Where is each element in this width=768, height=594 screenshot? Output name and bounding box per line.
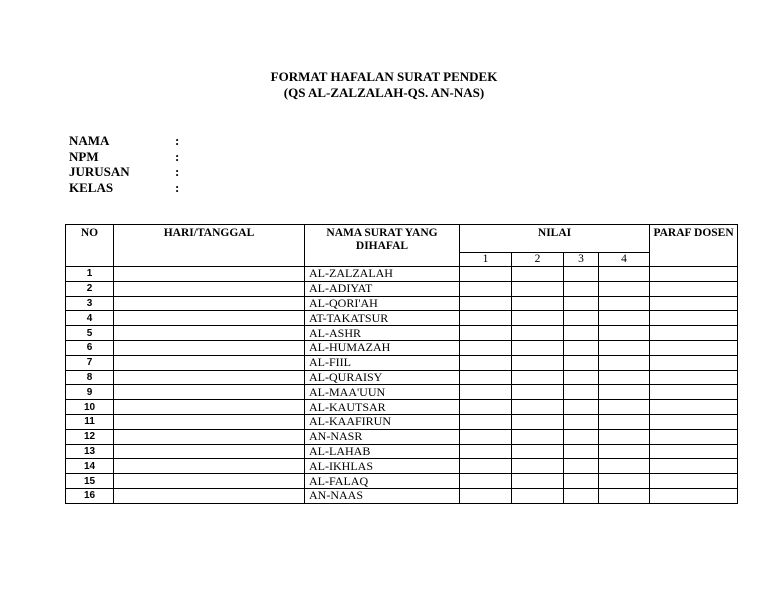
document-subtitle: (QS AL-ZALZALAH-QS. AN-NAS) xyxy=(283,85,485,100)
header-date: HARI/TANGGAL xyxy=(114,225,305,267)
surah-name: AL-MAA'UUN xyxy=(305,385,460,400)
paraf-cell[interactable] xyxy=(650,370,738,385)
header-no: NO xyxy=(66,225,114,267)
score-cell-1[interactable] xyxy=(460,429,512,444)
score-cell-3[interactable] xyxy=(564,488,599,503)
surah-name: AL-ASHR xyxy=(305,326,460,341)
row-number: 15 xyxy=(66,474,114,489)
score-cell-1[interactable] xyxy=(460,474,512,489)
score-cell-1[interactable] xyxy=(460,311,512,326)
paraf-cell[interactable] xyxy=(650,444,738,459)
date-cell[interactable] xyxy=(114,488,305,503)
score-cell-3[interactable] xyxy=(564,429,599,444)
score-cell-2[interactable] xyxy=(512,296,564,311)
paraf-cell[interactable] xyxy=(650,429,738,444)
date-cell[interactable] xyxy=(114,296,305,311)
date-cell[interactable] xyxy=(114,355,305,370)
surah-name: AN-NASR xyxy=(305,429,460,444)
score-cell-1[interactable] xyxy=(460,414,512,429)
row-number: 12 xyxy=(66,429,114,444)
nilai-sub-header: 1 xyxy=(460,253,512,267)
paraf-cell[interactable] xyxy=(650,385,738,400)
field-nama xyxy=(69,133,269,149)
score-cell-2[interactable] xyxy=(512,311,564,326)
score-cell-4[interactable] xyxy=(599,281,650,296)
score-cell-2[interactable] xyxy=(512,267,564,282)
table-row xyxy=(66,267,738,282)
score-cell-3[interactable] xyxy=(564,459,599,474)
surah-name: AL-ZALZALAH xyxy=(305,267,460,282)
surah-name: AL-FALAQ xyxy=(305,474,460,489)
score-cell-2[interactable] xyxy=(512,370,564,385)
score-cell-3[interactable] xyxy=(564,444,599,459)
table-row xyxy=(66,355,738,370)
table-row xyxy=(66,370,738,385)
score-cell-3[interactable] xyxy=(564,296,599,311)
date-cell[interactable] xyxy=(114,267,305,282)
score-cell-2[interactable] xyxy=(512,414,564,429)
row-number: 11 xyxy=(66,414,114,429)
header-paraf: PARAF DOSEN xyxy=(650,225,738,267)
score-cell-3[interactable] xyxy=(564,326,599,341)
table-row xyxy=(66,326,738,341)
table-row xyxy=(66,474,738,489)
score-cell-4[interactable] xyxy=(599,370,650,385)
table-row xyxy=(66,385,738,400)
score-cell-1[interactable] xyxy=(460,444,512,459)
score-cell-1[interactable] xyxy=(460,340,512,355)
paraf-cell[interactable] xyxy=(650,267,738,282)
score-cell-4[interactable] xyxy=(599,488,650,503)
surah-name: AL-KAAFIRUN xyxy=(305,414,460,429)
field-colon: : xyxy=(175,179,180,195)
date-cell[interactable] xyxy=(114,340,305,355)
table-row xyxy=(66,340,738,355)
paraf-cell[interactable] xyxy=(650,414,738,429)
field-label: KELAS xyxy=(69,179,114,195)
nilai-sub-header: 2 xyxy=(512,253,564,267)
score-cell-4[interactable] xyxy=(599,444,650,459)
table-row xyxy=(66,414,738,429)
row-number: 5 xyxy=(66,326,114,341)
paraf-cell[interactable] xyxy=(650,340,738,355)
score-cell-4[interactable] xyxy=(599,385,650,400)
field-label: NAMA xyxy=(69,133,110,148)
score-cell-3[interactable] xyxy=(564,340,599,355)
table-row xyxy=(66,444,738,459)
table-row xyxy=(66,296,738,311)
row-number: 4 xyxy=(66,311,114,326)
score-cell-4[interactable] xyxy=(599,414,650,429)
score-cell-2[interactable] xyxy=(512,340,564,355)
row-number: 6 xyxy=(66,340,114,355)
row-number: 2 xyxy=(66,281,114,296)
score-cell-1[interactable] xyxy=(460,459,512,474)
score-cell-4[interactable] xyxy=(599,355,650,370)
score-cell-4[interactable] xyxy=(599,340,650,355)
row-number: 9 xyxy=(66,385,114,400)
paraf-cell[interactable] xyxy=(650,474,738,489)
score-cell-1[interactable] xyxy=(460,267,512,282)
row-number: 16 xyxy=(66,488,114,503)
date-cell[interactable] xyxy=(114,385,305,400)
score-cell-2[interactable] xyxy=(512,474,564,489)
field-npm xyxy=(69,149,269,165)
score-cell-1[interactable] xyxy=(460,296,512,311)
score-cell-1[interactable] xyxy=(460,400,512,415)
field-label: NPM xyxy=(69,148,99,164)
date-cell[interactable] xyxy=(114,474,305,489)
date-cell[interactable] xyxy=(114,429,305,444)
score-cell-4[interactable] xyxy=(599,429,650,444)
score-cell-3[interactable] xyxy=(564,311,599,326)
score-cell-1[interactable] xyxy=(460,326,512,341)
surah-name: AL-ADIYAT xyxy=(305,281,460,296)
score-cell-4[interactable] xyxy=(599,326,650,341)
header-surah: NAMA SURAT YANG DIHAFAL xyxy=(305,225,460,267)
paraf-cell[interactable] xyxy=(650,311,738,326)
score-cell-3[interactable] xyxy=(564,414,599,429)
row-number: 7 xyxy=(66,355,114,370)
score-cell-1[interactable] xyxy=(460,370,512,385)
score-cell-3[interactable] xyxy=(564,281,599,296)
date-cell[interactable] xyxy=(114,311,305,326)
surah-name: AL-QORI'AH xyxy=(305,296,460,311)
score-cell-2[interactable] xyxy=(512,355,564,370)
score-cell-2[interactable] xyxy=(512,385,564,400)
score-cell-4[interactable] xyxy=(599,400,650,415)
paraf-cell[interactable] xyxy=(650,296,738,311)
memorization-table xyxy=(65,224,738,504)
score-cell-4[interactable] xyxy=(599,474,650,489)
paraf-cell[interactable] xyxy=(650,488,738,503)
score-cell-2[interactable] xyxy=(512,326,564,341)
paraf-cell[interactable] xyxy=(650,355,738,370)
score-cell-2[interactable] xyxy=(512,429,564,444)
paraf-cell[interactable] xyxy=(650,459,738,474)
paraf-cell[interactable] xyxy=(650,326,738,341)
row-number: 14 xyxy=(66,459,114,474)
score-cell-2[interactable] xyxy=(512,281,564,296)
row-number: 8 xyxy=(66,370,114,385)
nilai-sub-header: 4 xyxy=(599,253,650,267)
surah-name: AL-LAHAB xyxy=(305,444,460,459)
score-cell-3[interactable] xyxy=(564,267,599,282)
identity-fields xyxy=(69,133,269,195)
paraf-cell[interactable] xyxy=(650,281,738,296)
row-number: 3 xyxy=(66,296,114,311)
score-cell-3[interactable] xyxy=(564,400,599,415)
surah-name: AT-TAKATSUR xyxy=(305,311,460,326)
score-cell-4[interactable] xyxy=(599,311,650,326)
score-cell-1[interactable] xyxy=(460,281,512,296)
date-cell[interactable] xyxy=(114,326,305,341)
surah-name: AL-HUMAZAH xyxy=(305,340,460,355)
score-cell-4[interactable] xyxy=(599,459,650,474)
surah-name: AL-KAUTSAR xyxy=(305,400,460,415)
date-cell[interactable] xyxy=(114,400,305,415)
score-cell-1[interactable] xyxy=(460,385,512,400)
surah-name: AL-IKHLAS xyxy=(305,459,460,474)
score-cell-3[interactable] xyxy=(564,385,599,400)
table-row xyxy=(66,281,738,296)
table-row xyxy=(66,459,738,474)
field-label: JURUSAN xyxy=(69,164,130,179)
score-cell-3[interactable] xyxy=(564,370,599,385)
nilai-sub-header: 3 xyxy=(564,253,599,267)
table-row xyxy=(66,429,738,444)
field-colon: : xyxy=(175,164,180,179)
table-row xyxy=(66,488,738,503)
score-cell-2[interactable] xyxy=(512,459,564,474)
surah-name: AL-FIIL xyxy=(305,355,460,370)
score-cell-4[interactable] xyxy=(599,267,650,282)
field-colon: : xyxy=(175,133,180,148)
field-kelas xyxy=(69,180,269,196)
date-cell[interactable] xyxy=(114,444,305,459)
field-jurusan xyxy=(69,164,269,180)
date-cell[interactable] xyxy=(114,281,305,296)
field-colon: : xyxy=(175,148,180,164)
paraf-cell[interactable] xyxy=(650,400,738,415)
score-cell-1[interactable] xyxy=(460,488,512,503)
row-number: 1 xyxy=(66,267,114,282)
score-cell-2[interactable] xyxy=(512,444,564,459)
document-title: FORMAT HAFALAN SURAT PENDEK xyxy=(270,69,498,84)
header-nilai: NILAI xyxy=(460,225,650,253)
score-cell-2[interactable] xyxy=(512,400,564,415)
score-cell-1[interactable] xyxy=(460,355,512,370)
score-cell-4[interactable] xyxy=(599,296,650,311)
score-cell-3[interactable] xyxy=(564,355,599,370)
date-cell[interactable] xyxy=(114,459,305,474)
row-number: 10 xyxy=(66,400,114,415)
table-row xyxy=(66,311,738,326)
score-cell-2[interactable] xyxy=(512,488,564,503)
surah-name: AL-QURAISY xyxy=(305,370,460,385)
score-cell-3[interactable] xyxy=(564,474,599,489)
row-number: 13 xyxy=(66,444,114,459)
date-cell[interactable] xyxy=(114,414,305,429)
date-cell[interactable] xyxy=(114,370,305,385)
table-row xyxy=(66,400,738,415)
surah-name: AN-NAAS xyxy=(305,488,460,503)
